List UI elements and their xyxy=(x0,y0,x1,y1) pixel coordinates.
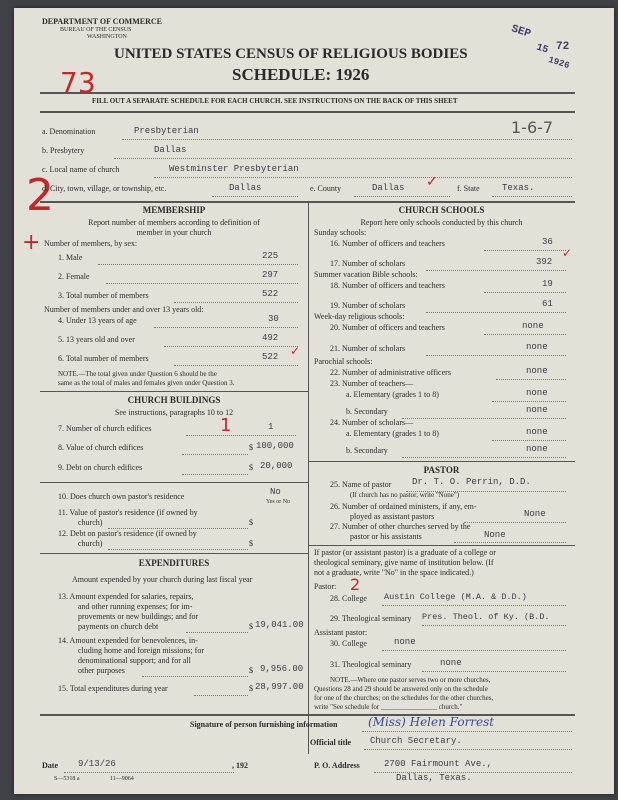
official-title-line xyxy=(364,749,572,750)
presbytery-line xyxy=(114,158,572,159)
q23a-value: none xyxy=(526,388,548,398)
county-line xyxy=(354,196,450,197)
q14-label-3: denominational support; and for all xyxy=(78,656,191,665)
q23b-value: none xyxy=(526,405,548,415)
q31-leader xyxy=(422,671,566,672)
q15-label: 15. Total expenditures during year xyxy=(58,684,168,693)
q13-label-1: 13. Amount expended for salaries, repairs, xyxy=(58,592,194,601)
q23b-label: b. Secondary xyxy=(346,407,388,416)
q10-label: 10. Does church own pastor's residence xyxy=(58,492,185,501)
q13-leader xyxy=(186,632,248,633)
graduate-note-3: not a graduate, write "No" in the space indicated.) xyxy=(314,568,474,577)
q10-value: No xyxy=(270,487,281,497)
q17-label: 17. Number of scholars xyxy=(330,259,406,268)
q28-label: 28. College xyxy=(330,594,367,603)
q16-label: 16. Number of officers and teachers xyxy=(330,239,445,248)
header-rule-bottom xyxy=(40,111,575,113)
q18-label: 18. Number of officers and teachers xyxy=(330,281,445,290)
age-intro-label: Number of members under and over 13 years old: xyxy=(44,305,204,314)
q23a-label: a. Elementary (grades 1 to 8) xyxy=(346,390,439,399)
q29-label: 29. Theological seminary xyxy=(330,614,412,623)
q21-leader xyxy=(426,355,566,356)
q12-label-1: 12. Debt on pastor's residence (if owned by xyxy=(58,529,197,538)
q13-dollar: $ xyxy=(249,622,253,631)
q2-label: 2. Female xyxy=(58,272,90,281)
q14-value: 9,956.00 xyxy=(260,664,304,674)
column-divider xyxy=(308,201,309,754)
q22-label: 22. Number of administrative officers xyxy=(330,368,451,377)
q14-label-2: cluding home and foreign missions; for xyxy=(78,646,204,655)
q9-leader xyxy=(182,474,248,475)
q27-label-2: pastor or his assistants xyxy=(350,532,422,541)
census-schedule-sheet xyxy=(14,8,614,794)
q24b-value: none xyxy=(526,444,548,454)
q3-label: 3. Total number of members xyxy=(58,291,149,300)
members-by-sex-label: Number of members, by sex: xyxy=(44,239,138,248)
q6-leader xyxy=(174,365,298,366)
q1-leader xyxy=(98,264,298,265)
q12-dollar: $ xyxy=(249,539,253,548)
pastor-sub-label: Pastor: xyxy=(314,582,337,591)
pastor-mid-rule xyxy=(308,545,575,546)
q3-leader xyxy=(174,302,298,303)
assistant-pastor-label: Assistant pastor: xyxy=(314,628,368,637)
schedule-title: SCHEDULE: 1926 xyxy=(232,65,370,84)
q11-label-1: 11. Value of pastor's residence (if owned by xyxy=(58,508,198,517)
q3-value: 522 xyxy=(262,289,279,299)
q16-leader xyxy=(484,250,566,251)
received-stamp-day: 15 xyxy=(534,42,550,57)
q25-note: (If church has no pastor, write "None") xyxy=(350,491,460,499)
denomination-value: Presbyterian xyxy=(134,126,199,136)
graduate-note-2: theological seminary, give name of institution below. (If xyxy=(314,558,494,567)
q5-label: 5. 13 years old and over xyxy=(58,335,135,344)
q8-label: 8. Value of church edifices xyxy=(58,443,144,452)
q18-value: 19 xyxy=(542,279,553,289)
pastor-note-4: write "See schedule for ________________ church." xyxy=(314,703,463,711)
q13-value: 19,041.00 xyxy=(255,620,304,630)
received-stamp-month: SEP xyxy=(509,23,533,41)
parochial-schools-label: Parochial schools: xyxy=(314,357,373,366)
q4-leader xyxy=(154,327,298,328)
q13-label-2: and other running expenses; for im- xyxy=(78,602,193,611)
q9-dollar: $ xyxy=(249,463,253,472)
schools-bottom-rule xyxy=(308,461,575,462)
official-title-label: Official title xyxy=(310,738,352,747)
county-check-mark: ✓ xyxy=(426,175,438,190)
q28-leader xyxy=(382,605,566,606)
received-stamp-year: 1926 xyxy=(546,54,571,72)
q31-label: 31. Theological seminary xyxy=(330,660,412,669)
q9-value: 20,000 xyxy=(260,461,293,471)
membership-sub-1: Report number of members according to definition of xyxy=(88,218,260,227)
pencil-code: 1-6-7 xyxy=(511,118,554,137)
red-number-2: 2 xyxy=(26,170,54,221)
denomination-label: a. Denomination xyxy=(42,127,96,136)
schools-sub: Report here only schools conducted by this church xyxy=(360,218,523,227)
q9-label: 9. Debt on church edifices xyxy=(58,463,143,472)
pastor-note-1: NOTE.—Where one pastor serves two or more churches, xyxy=(330,676,491,684)
state-value: Texas. xyxy=(502,183,535,193)
q22-leader xyxy=(496,379,566,380)
q4-label: 4. Under 13 years of age xyxy=(58,316,137,325)
q27-label-1: 27. Number of other churches served by the xyxy=(330,522,471,531)
state-line xyxy=(492,196,572,197)
expenditures-sub: Amount expended by your church during last fiscal year xyxy=(72,575,253,584)
q27-value: None xyxy=(484,530,506,540)
red-cross-mark: + xyxy=(22,230,41,255)
county-label: e. County xyxy=(310,184,342,193)
q23a-leader xyxy=(492,401,566,402)
q24a-label: a. Elementary (grades 1 to 8) xyxy=(346,429,439,438)
membership-note-2: same as the total of males and females given under Question 3. xyxy=(58,379,235,387)
q8-value: 100,000 xyxy=(256,441,294,451)
official-title-value: Church Secretary. xyxy=(370,736,462,746)
q12-label-2: church) xyxy=(78,539,103,548)
q20-label: 20. Number of officers and teachers xyxy=(330,323,445,332)
presbytery-value: Dallas xyxy=(154,145,187,155)
address-line-2: Dallas, Texas. xyxy=(396,773,472,783)
header-rule-top xyxy=(40,92,575,94)
q30-leader xyxy=(382,650,566,651)
q21-label: 21. Number of scholars xyxy=(330,344,406,353)
red-pastor-mark: 2 xyxy=(350,575,361,594)
summer-schools-label: Summer vacation Bible schools: xyxy=(314,270,418,279)
q24a-value: none xyxy=(526,427,548,437)
q26-label-2: ployed as assistant pastors xyxy=(350,512,435,521)
pastor-note-2: Questions 28 and 29 should be answered only on the schedule xyxy=(314,685,488,693)
q16-value: 36 xyxy=(542,237,553,247)
q24-label: 24. Number of scholars— xyxy=(330,418,414,427)
q25-value: Dr. T. O. Perrin, D.D. xyxy=(412,477,531,487)
q26-label-1: 26. Number of ordained ministers, if any, em- xyxy=(330,502,477,511)
q20-leader xyxy=(484,334,566,335)
q17-check-mark: ✓ xyxy=(562,246,573,260)
q13-label-4: payments on church debt xyxy=(78,622,159,631)
q1-label: 1. Male xyxy=(58,253,83,262)
q15-dollar: $ xyxy=(249,684,253,693)
membership-sub-2: member in your church xyxy=(136,228,212,237)
q13-label-3: provements or new buildings; and for xyxy=(78,612,199,621)
q23-label: 23. Number of teachers— xyxy=(330,379,414,388)
signature-line xyxy=(362,731,572,732)
q15-leader xyxy=(194,695,248,696)
city-value: Dallas xyxy=(229,183,262,193)
graduate-note-1: If pastor (or assistant pastor) is a graduate of a college or xyxy=(314,548,496,557)
q2-value: 297 xyxy=(262,270,279,280)
membership-bottom-rule xyxy=(40,391,308,392)
denomination-line xyxy=(122,139,572,140)
buildings-sub: See instructions, paragraphs 10 to 12 xyxy=(114,408,234,417)
pastor-note-3: for one of the churches; on the schedules for the other churches, xyxy=(314,694,494,702)
q14-label-1: 14. Amount expended for benevolences, in- xyxy=(58,636,198,645)
signature-label: Signature of person furnishing information xyxy=(190,720,338,729)
q19-value: 61 xyxy=(542,299,553,309)
q15-value: 28,997.00 xyxy=(255,682,304,692)
table-bottom-rule xyxy=(40,714,575,716)
date-line xyxy=(64,772,234,773)
schools-heading: CHURCH SCHOOLS xyxy=(398,205,485,215)
q7-label: 7. Number of church edifices xyxy=(58,424,152,433)
q12-leader xyxy=(108,549,248,550)
q14-label-4: other purposes xyxy=(78,666,125,675)
q6-check-mark: ✓ xyxy=(290,344,301,358)
q5-leader xyxy=(164,346,298,347)
q11-label-2: church) xyxy=(78,518,103,527)
q31-value: none xyxy=(440,658,462,668)
local-name-value: Westminster Presbyterian xyxy=(169,164,299,174)
q17-leader xyxy=(426,270,566,271)
q1-value: 225 xyxy=(262,251,279,261)
q30-label: 30. College xyxy=(330,639,367,648)
q14-leader xyxy=(142,676,248,677)
red-number-1: 1 xyxy=(220,415,232,436)
address-line-1: 2700 Fairmount Ave., xyxy=(384,759,493,769)
q26-leader xyxy=(464,522,566,523)
signature: (Miss) Helen Forrest xyxy=(368,715,495,729)
q8-dollar: $ xyxy=(249,443,253,452)
q18-leader xyxy=(484,292,566,293)
local-name-line xyxy=(154,177,572,178)
q6-value: 522 xyxy=(262,352,279,362)
date-label: Date xyxy=(42,761,58,770)
q20-value: none xyxy=(522,321,544,331)
form-number: S—5318 a xyxy=(54,776,80,782)
q5-value: 492 xyxy=(262,333,279,343)
buildings-mid-rule xyxy=(40,482,308,483)
presbytery-label: b. Presbytery xyxy=(42,146,85,155)
pastor-heading: PASTOR xyxy=(423,465,460,475)
q19-label: 19. Number of scholars xyxy=(330,301,406,310)
instruction-line: FILL OUT A SEPARATE SCHEDULE FOR EACH CHURCH. SEE INSTRUCTIONS ON THE BACK OF THIS SHEET xyxy=(92,97,458,105)
membership-note-1: NOTE.—The total given under Question 6 should be the xyxy=(58,370,217,378)
membership-heading: MEMBERSHIP xyxy=(142,205,206,215)
sunday-schools-label: Sunday schools: xyxy=(314,228,367,237)
q29-value: Pres. Theol. of Ky. (B.D. xyxy=(422,612,550,622)
q26-value: None xyxy=(524,509,546,519)
local-name-label: c. Local name of church xyxy=(42,165,120,174)
q6-label: 6. Total number of members xyxy=(58,354,149,363)
address-label: P. O. Address xyxy=(314,761,360,770)
q30-value: none xyxy=(394,637,416,647)
q23b-leader xyxy=(402,418,566,419)
buildings-bottom-rule xyxy=(40,553,308,554)
document-title: UNITED STATES CENSUS OF RELIGIOUS BODIES xyxy=(114,46,468,62)
red-number-73: 73 xyxy=(60,66,96,99)
q2-leader xyxy=(106,283,298,284)
q4-value: 30 xyxy=(268,314,279,324)
weekday-schools-label: Week-day religious schools: xyxy=(314,312,405,321)
q7-leader xyxy=(186,435,296,436)
q10-yes-no-hint: Yes or No xyxy=(266,499,291,505)
q17-value: 392 xyxy=(536,257,553,267)
department-label: DEPARTMENT OF COMMERCE xyxy=(42,17,163,26)
buildings-heading: CHURCH BUILDINGS xyxy=(127,395,221,405)
expenditures-heading: EXPENDITURES xyxy=(138,558,210,568)
q8-leader xyxy=(182,454,248,455)
city-field-label: d. City, town, village, or township, etc. xyxy=(42,184,167,193)
q25-label: 25. Name of pastor xyxy=(330,480,392,489)
q11-dollar: $ xyxy=(249,518,253,527)
q24a-leader xyxy=(492,440,566,441)
received-stamp-number: 72 xyxy=(556,41,570,53)
q27-leader xyxy=(454,542,566,543)
date-value: 9/13/26 xyxy=(78,759,116,769)
bureau-label: BUREAU OF THE CENSUS xyxy=(60,27,132,33)
q14-dollar: $ xyxy=(249,666,253,675)
county-value: Dallas xyxy=(372,183,405,193)
date-year-suffix: , 192 xyxy=(232,761,248,770)
q24b-leader xyxy=(402,457,566,458)
q29-leader xyxy=(422,625,566,626)
city-line xyxy=(212,196,298,197)
q24b-label: b. Secondary xyxy=(346,446,388,455)
print-code: 11—9064 xyxy=(110,776,134,782)
q21-value: none xyxy=(526,342,548,352)
state-label: f. State xyxy=(457,184,480,193)
q28-value: Austin College (M.A. & D.D.) xyxy=(384,592,527,602)
city-label: WASHINGTON xyxy=(87,34,127,40)
q19-leader xyxy=(426,312,566,313)
q7-value: 1 xyxy=(268,422,274,432)
q22-value: none xyxy=(526,366,548,376)
